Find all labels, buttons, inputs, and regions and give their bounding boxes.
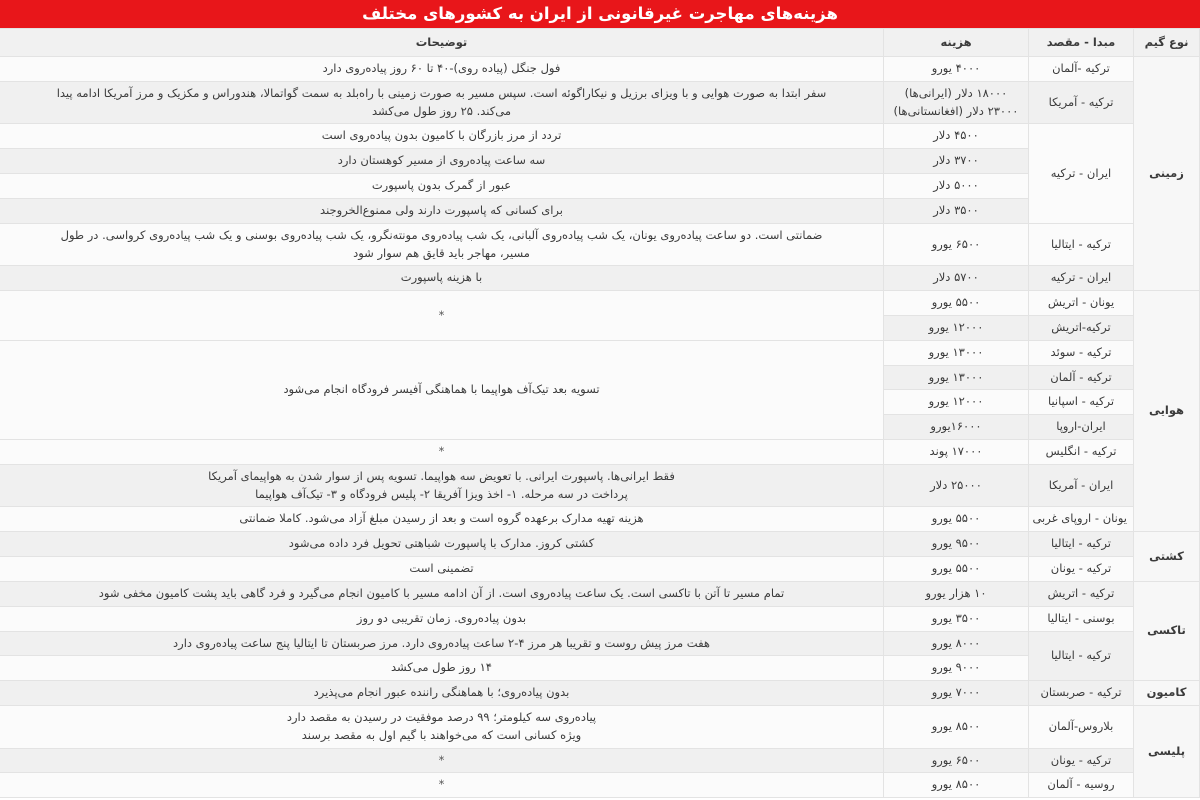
cell-route: ترکیه - ایتالیا xyxy=(1029,631,1134,681)
cell-description xyxy=(0,507,884,532)
cell-description xyxy=(0,748,884,773)
cell-description xyxy=(0,705,884,748)
cell-cost: ۲۵۰۰۰ دلار xyxy=(884,464,1029,507)
cell-cost: ۶۵۰۰ یورو xyxy=(884,748,1029,773)
description-line: * xyxy=(438,307,445,322)
cell-route: ایران - آمریکا xyxy=(1029,464,1134,507)
description-line: * xyxy=(438,777,445,792)
table-row xyxy=(0,57,1200,82)
cell-travel-type: زمینی xyxy=(1134,57,1200,291)
cell-description xyxy=(0,266,884,291)
cell-cost: ۵۵۰۰ یورو xyxy=(884,507,1029,532)
cell-cost: ۱۲۰۰۰ یورو xyxy=(884,390,1029,415)
cell-description xyxy=(0,149,884,174)
cell-route: بوسنی - ایتالیا xyxy=(1029,606,1134,631)
table-row xyxy=(0,631,1200,656)
page-title: هزینه‌های مهاجرت غیرقانونی از ایران به کشورهای مختلف xyxy=(362,3,838,23)
cell-description xyxy=(0,681,884,706)
cell-travel-type: پلیسی xyxy=(1134,705,1200,797)
table-row xyxy=(0,223,1200,266)
cell-description xyxy=(0,223,884,266)
cell-route: ترکیه-اتریش xyxy=(1029,315,1134,340)
description-line: تضمینی است xyxy=(409,561,474,576)
cell-description xyxy=(0,656,884,681)
cell-cost: ۱۲۰۰۰ یورو xyxy=(884,315,1029,340)
cell-cost: ۱۰ هزار یورو xyxy=(884,581,1029,606)
cell-route: بلاروس-آلمان xyxy=(1029,705,1134,748)
description-line: هزینه تهیه مدارک برعهده گروه است و بعد از رسیدن مبلغ آزاد می‌شود. کاملا ضمانتی xyxy=(239,511,644,526)
cell-route: ترکیه - سوئد xyxy=(1029,340,1134,365)
cell-cost: ۶۵۰۰ یورو xyxy=(884,223,1029,266)
description-line: کشتی کروز. مدارک با پاسپورت شباهتی تحویل فرد داده می‌شود xyxy=(288,536,595,551)
cell-route: ایران - ترکیه xyxy=(1029,124,1134,223)
cell-route: یونان - اروپای غربی xyxy=(1029,507,1134,532)
cell-description xyxy=(0,81,884,124)
table-row xyxy=(0,198,1200,223)
cell-route: ایران-اروپا xyxy=(1029,415,1134,440)
cell-description xyxy=(0,773,884,798)
cell-route: ترکیه - ایتالیا xyxy=(1029,223,1134,266)
cell-route: یونان - اتریش xyxy=(1029,291,1134,316)
table-row xyxy=(0,681,1200,706)
cell-description xyxy=(0,606,884,631)
table-row xyxy=(0,266,1200,291)
description-line: برای کسانی که پاسپورت دارند ولی ممنوع‌الخروجند xyxy=(320,202,563,217)
cell-description xyxy=(0,581,884,606)
cell-cost: ۱۳۰۰۰ یورو xyxy=(884,340,1029,365)
cell-cost: ۵۷۰۰ دلار xyxy=(884,266,1029,291)
table-row xyxy=(0,149,1200,174)
table-row xyxy=(0,507,1200,532)
cell-cost: ۵۵۰۰ یورو xyxy=(884,557,1029,582)
cell-cost: ۹۰۰۰ یورو xyxy=(884,656,1029,681)
cell-cost: ۸۰۰۰ یورو xyxy=(884,631,1029,656)
cell-cost: ۱۶۰۰۰یورو xyxy=(884,415,1029,440)
description-line: مسیر، مهاجر باید قایق هم سوار شود xyxy=(353,245,530,260)
cell-description xyxy=(0,464,884,507)
cell-cost: ۳۵۰۰ دلار xyxy=(884,198,1029,223)
cell-cost: ۱۳۰۰۰ یورو xyxy=(884,365,1029,390)
table-row xyxy=(0,773,1200,798)
table-row xyxy=(0,464,1200,507)
column-header-route: مبدا - مقصد xyxy=(1029,29,1134,57)
table-row xyxy=(0,705,1200,748)
cell-description xyxy=(0,532,884,557)
description-line: ۱۴ روز طول می‌کشد xyxy=(391,660,492,675)
column-header-cost: هزینه xyxy=(884,29,1029,57)
description-line: عبور از گمرک بدون پاسپورت xyxy=(371,178,512,193)
cell-description xyxy=(0,124,884,149)
cell-cost: ۱۷۰۰۰ پوند xyxy=(884,440,1029,465)
description-line: سه ساعت پیاده‌روی از مسیر کوهستان دارد xyxy=(337,153,546,168)
cell-travel-type: کشتی xyxy=(1134,532,1200,582)
table-container xyxy=(0,28,1200,800)
column-header-desc: توضیحات xyxy=(0,29,884,57)
cell-description xyxy=(0,631,884,656)
cell-description xyxy=(0,57,884,82)
cell-travel-type: کامیون xyxy=(1134,681,1200,706)
table-row xyxy=(0,174,1200,199)
header-row xyxy=(0,29,1200,57)
description-line: تمام مسیر تا آتن با تاکسی است. یک ساعت پیاده‌روی است. از آن ادامه مسیر با کامیون انجام می‌گیرد و فرد گاهی باید پشت کامیون مخفی شود xyxy=(98,585,785,600)
table-row xyxy=(0,557,1200,582)
description-line: تسویه بعد تیک‌آف هواپیما با هماهنگی آفیسر فرودگاه انجام می‌شود xyxy=(283,381,600,396)
description-line: بدون پیاده‌روی؛ با هماهنگی راننده عبور انجام می‌پذیرد xyxy=(313,685,570,700)
table-row xyxy=(0,81,1200,124)
cell-route: ترکیه - آمریکا xyxy=(1029,81,1134,124)
description-line: سفر ابتدا به صورت هوایی و با ویزای برزیل و نیکاراگوئه است. سپس مسیر به صورت زمینی با راه‌بلد به سمت گواتمالا، هندوراس و مکزیک و مرز آمریکا ادامه پیدا xyxy=(56,85,827,100)
description-line: پیاده‌روی سه کیلومتر؛ ۹۹ درصد موفقیت در رسیدن به مقصد دارد xyxy=(286,709,597,724)
table-row xyxy=(0,532,1200,557)
cost-line: ۲۳۰۰۰ دلار (افغانستانی‌ها) xyxy=(893,103,1019,118)
cell-route: ترکیه - ایتالیا xyxy=(1029,532,1134,557)
cell-description xyxy=(0,557,884,582)
cell-route: ایران - ترکیه xyxy=(1029,266,1134,291)
cell-description xyxy=(0,340,884,439)
cell-cost: ۳۷۰۰ دلار xyxy=(884,149,1029,174)
cell-cost: ۴۵۰۰ دلار xyxy=(884,124,1029,149)
cell-cost: ۸۵۰۰ یورو xyxy=(884,773,1029,798)
description-line: فقط ایرانی‌ها. پاسپورت ایرانی. با تعویض سه هواپیما. تسویه پس از سوار شدن به هواپیمای آمریکا xyxy=(208,468,675,483)
description-line: با هزینه پاسپورت xyxy=(400,270,483,285)
description-line: ضمانتی است. دو ساعت پیاده‌روی یونان، یک شب پیاده‌روی آلبانی، یک شب پیاده‌روی مونته‌نگرو، یک شب پیاده‌روی بوسنی و یک شب پیاده‌روی کرواسی. در طول xyxy=(60,227,823,242)
cell-route: ترکیه - صربستان xyxy=(1029,681,1134,706)
cell-description xyxy=(0,440,884,465)
description-line: تردد از مرز بازرگان با کامیون بدون پیاده‌روی است xyxy=(321,128,562,143)
cell-description xyxy=(0,291,884,341)
description-line: پرداخت در سه مرحله. ۱- اخذ ویزا آفریقا ۲- پلیس فرودگاه و ۳- تیک‌آف هواپیما xyxy=(255,486,628,501)
cell-cost: ۵۵۰۰ یورو xyxy=(884,291,1029,316)
migration-cost-table xyxy=(0,28,1200,798)
table-row xyxy=(0,124,1200,149)
cell-route: ترکیه - یونان xyxy=(1029,748,1134,773)
description-line: ویژه کسانی است که می‌خواهند با گیم اول به مقصد برسند xyxy=(301,727,582,742)
title-banner xyxy=(0,0,1200,28)
description-line: هفت مرز پیش روست و تقریبا هر مرز ۴-۲ ساعت پیاده‌روی دارد. مرز صربستان تا ایتالیا پنج ساعت پیاده‌روی دارد xyxy=(173,635,710,650)
cell-description xyxy=(0,198,884,223)
cell-description xyxy=(0,174,884,199)
cell-cost: ۹۵۰۰ یورو xyxy=(884,532,1029,557)
table-row xyxy=(0,606,1200,631)
cell-route: ترکیه - انگلیس xyxy=(1029,440,1134,465)
cost-line: ۱۸۰۰۰ دلار (ایرانی‌ها) xyxy=(904,85,1008,100)
cell-route: ترکیه - یونان xyxy=(1029,557,1134,582)
description-line: * xyxy=(438,444,445,458)
cell-cost xyxy=(884,81,1029,124)
cell-route: ترکیه - اتریش xyxy=(1029,581,1134,606)
cell-route: ترکیه -آلمان xyxy=(1029,57,1134,82)
table-row xyxy=(0,340,1200,365)
cell-cost: ۵۰۰۰ دلار xyxy=(884,174,1029,199)
cell-route: ترکیه - آلمان xyxy=(1029,365,1134,390)
cell-route: ترکیه - اسپانیا xyxy=(1029,390,1134,415)
cell-travel-type: تاکسی xyxy=(1134,581,1200,680)
table-header xyxy=(0,29,1200,57)
table-row xyxy=(0,291,1200,316)
cell-cost: ۷۰۰۰ یورو xyxy=(884,681,1029,706)
cell-cost: ۸۵۰۰ یورو xyxy=(884,705,1029,748)
cell-cost: ۴۰۰۰ یورو xyxy=(884,57,1029,82)
description-line: * xyxy=(438,752,445,767)
table-row xyxy=(0,581,1200,606)
cell-route: روسیه - آلمان xyxy=(1029,773,1134,798)
description-line: فول جنگل (پیاده روی)-۴۰ تا ۶۰ روز پیاده‌روی دارد xyxy=(322,61,561,75)
column-header-type: نوع گیم xyxy=(1134,29,1200,57)
description-line: بدون پیاده‌روی. زمان تقریبی دو روز xyxy=(356,610,527,625)
table-row xyxy=(0,440,1200,465)
table-body xyxy=(0,57,1200,798)
table-row xyxy=(0,656,1200,681)
table-row xyxy=(0,748,1200,773)
description-line: می‌کند. ۲۵ روز طول می‌کشد xyxy=(372,103,511,118)
cell-travel-type: هوایی xyxy=(1134,291,1200,532)
cell-cost: ۳۵۰۰ یورو xyxy=(884,606,1029,631)
